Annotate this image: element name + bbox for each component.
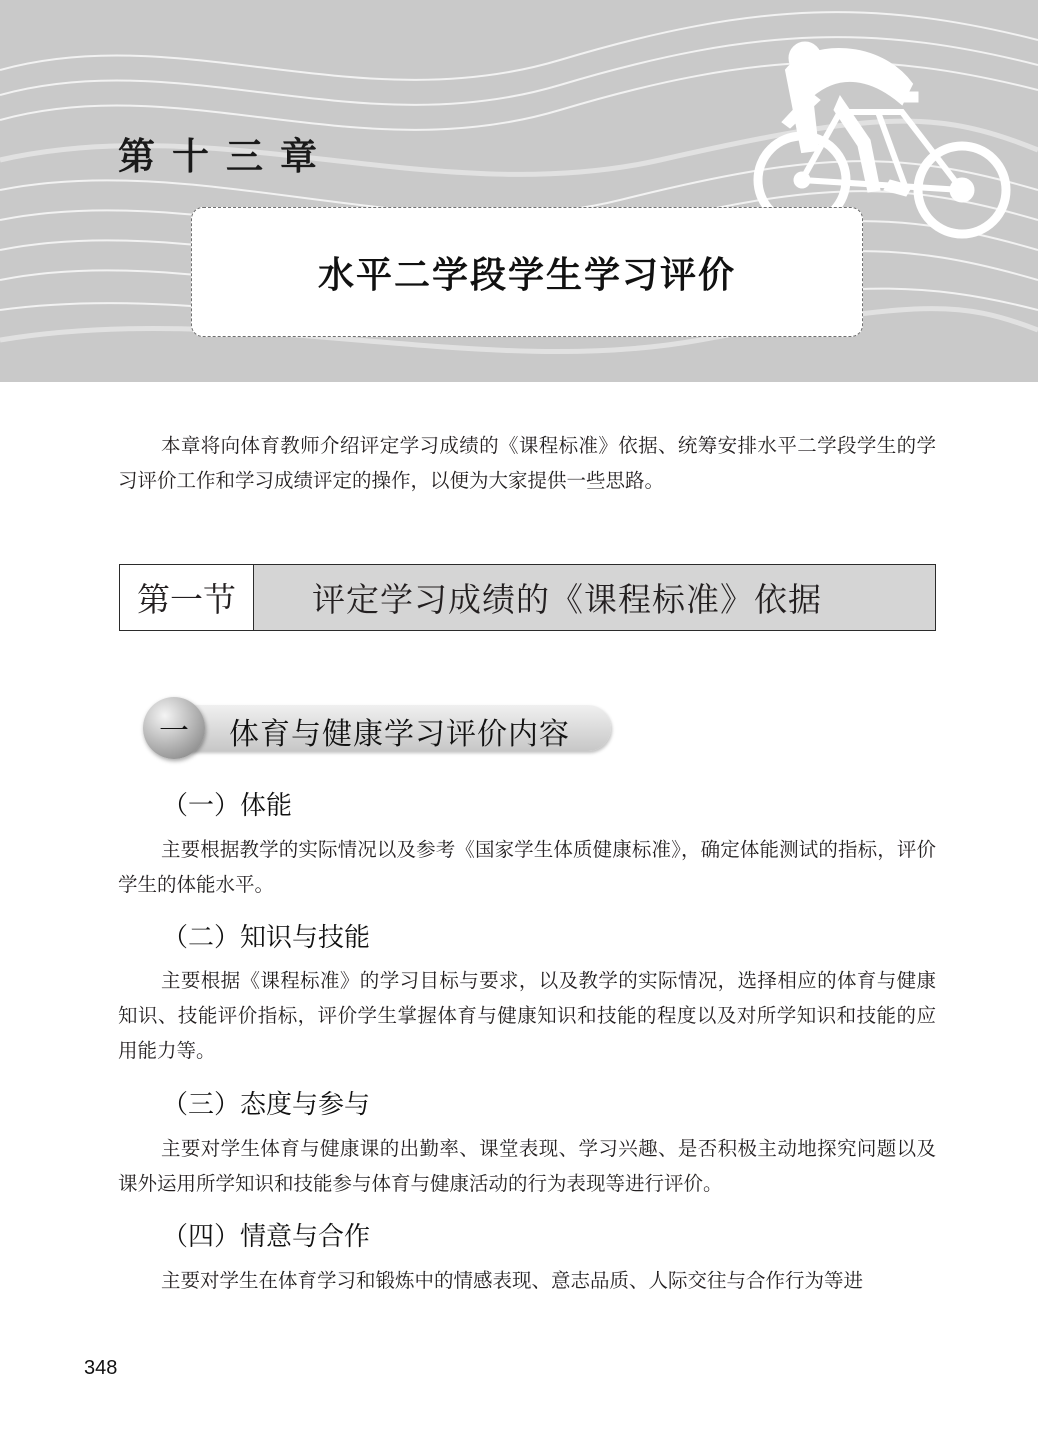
chapter-banner (0, 0, 1038, 382)
item-heading-1: （一）体能 (162, 791, 293, 821)
section-title: 评定学习成绩的《课程标准》依据 (254, 565, 935, 630)
chapter-label: 第十三章 (118, 134, 334, 178)
subsection-number: 一 (143, 697, 205, 759)
subsection-title: 体育与健康学习评价内容 (229, 717, 570, 752)
item-paragraph-1: 主要根据教学的实际情况以及参考《国家学生体质健康标准》，确定体能测试的指标，评价学生的体能水平。 (118, 838, 936, 896)
item-paragraph-2: 主要根据《课程标准》的学习目标与要求，以及教学的实际情况，选择相应的体育与健康知识、技能评价指标，评价学生掌握体育与健康知识和技能的程度以及对所学知识和技能的应用能力等。 (118, 969, 936, 1062)
item-paragraph-3: 主要对学生体育与健康课的出勤率、课堂表现、学习兴趣、是否积极主动地探究问题以及课外运用所学知识和技能参与体育与健康活动的行为表现等进行评价。 (118, 1137, 936, 1195)
chapter-title: 水平二学段学生学习评价 (317, 253, 736, 296)
item-heading-3: （三）态度与参与 (162, 1090, 371, 1120)
page-number: 348 (84, 1357, 118, 1379)
item-paragraph-4: 主要对学生在体育学习和锻炼中的情感表现、意志品质、人际交往与合作行为等进 (161, 1269, 864, 1292)
intro-paragraph: 本章将向体育教师介绍评定学习成绩的《课程标准》依据、统筹安排水平二学段学生的学习评价工作和学习成绩评定的操作，以便为大家提供一些思路。 (118, 434, 936, 492)
section-header (119, 564, 936, 631)
chapter-title-box (191, 207, 863, 337)
section-number: 第一节 (120, 565, 254, 630)
item-heading-2: （二）知识与技能 (162, 923, 371, 953)
cyclist-icon (758, 42, 1006, 234)
item-heading-4: （四）情意与合作 (162, 1222, 371, 1252)
subsection-heading (143, 697, 613, 759)
